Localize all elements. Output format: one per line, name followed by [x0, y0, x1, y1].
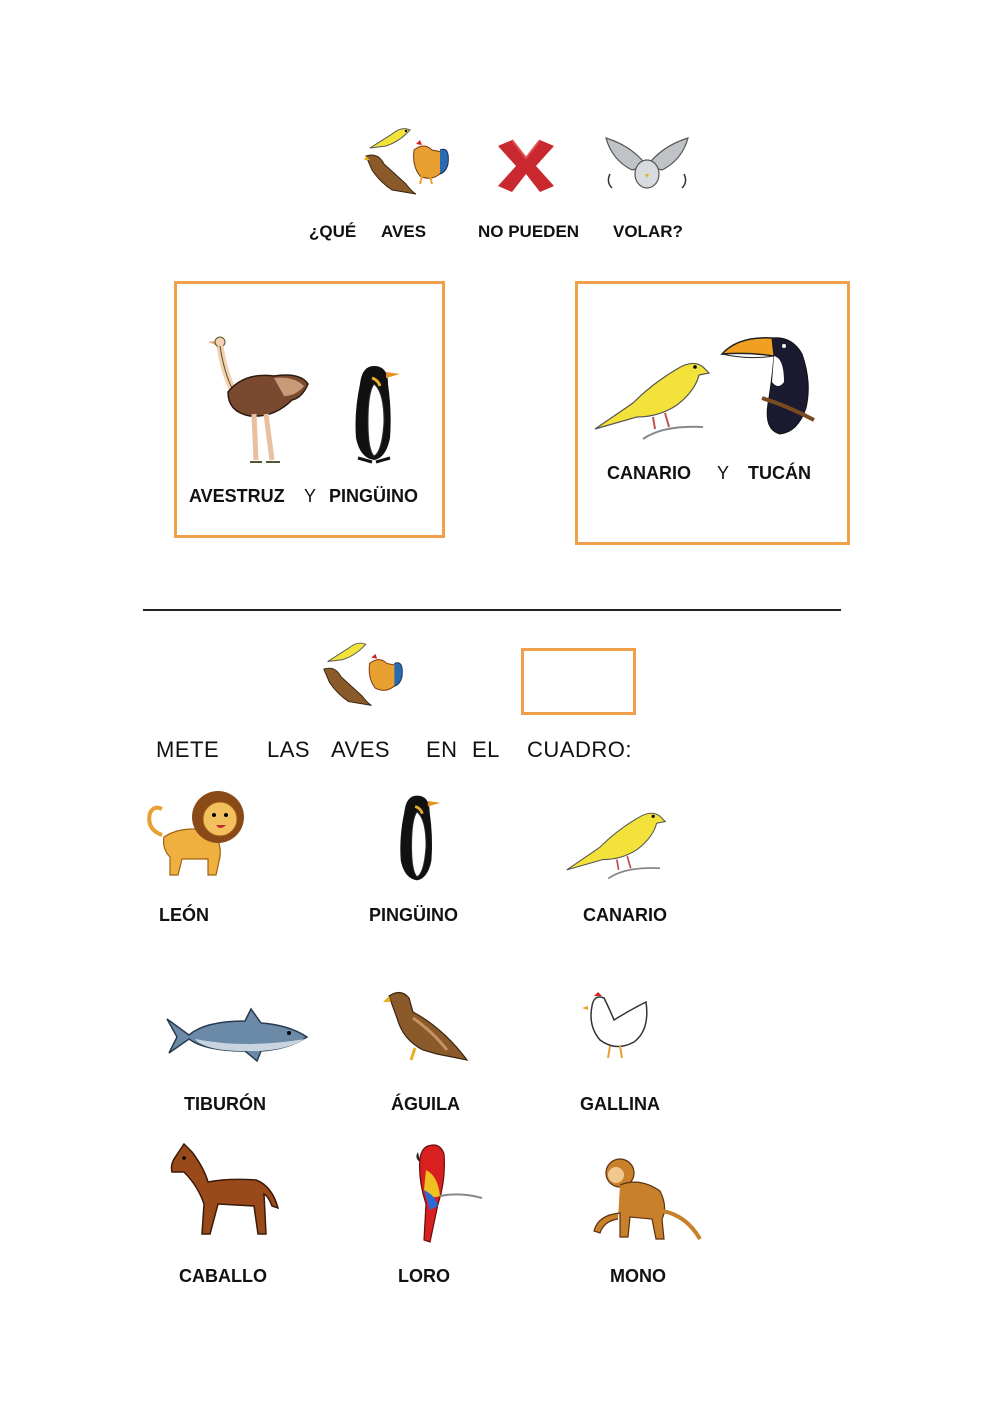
flying-bird-icon: [602, 136, 692, 196]
instruction-word-4: EN: [426, 737, 458, 762]
instruction-word-2: LAS: [267, 737, 311, 762]
instruction-word-3: AVES: [331, 737, 391, 762]
penguin-icon: [348, 362, 400, 464]
animal-label-penguin: PINGÜINO: [369, 905, 459, 925]
lion-icon[interactable]: [142, 785, 246, 879]
animal-label-lion: LEÓN: [159, 905, 210, 925]
ostrich-label: AVESTRUZ: [189, 486, 285, 506]
toucan-icon: [718, 332, 818, 440]
penguin-label: PINGÜINO: [329, 486, 419, 506]
no-cross-icon: [492, 138, 560, 194]
animal-label-parrot: LORO: [398, 1266, 450, 1286]
animal-label-monkey: MONO: [610, 1266, 666, 1286]
eagle-icon[interactable]: [383, 988, 469, 1064]
canary-label: CANARIO: [607, 463, 691, 483]
parrot-icon[interactable]: [410, 1140, 484, 1244]
question-word-4: VOLAR?: [613, 222, 683, 241]
animal-label-canary: CANARIO: [583, 905, 667, 925]
birds-group-small-icon: [320, 632, 402, 712]
instruction-word-1: METE: [156, 737, 220, 762]
penguin-small-icon[interactable]: [393, 792, 441, 884]
animal-label-shark: TIBURÓN: [184, 1094, 266, 1114]
animal-label-eagle: ÁGUILA: [391, 1094, 460, 1114]
instruction-word-5: EL: [472, 737, 500, 762]
section-divider: [143, 609, 841, 611]
horse-icon[interactable]: [168, 1142, 280, 1236]
hen-icon[interactable]: [580, 990, 650, 1062]
question-word-1: ¿QUÉ: [309, 222, 357, 241]
canary-icon: [593, 355, 711, 443]
toucan-label: TUCÁN: [748, 463, 811, 483]
and-label-right: Y: [717, 463, 730, 483]
question-word-2: AVES: [381, 222, 427, 241]
animal-label-horse: CABALLO: [179, 1266, 267, 1286]
birds-group-icon: [362, 120, 448, 198]
ostrich-icon: [204, 332, 312, 466]
answer-box[interactable]: [521, 648, 636, 715]
canary-small-icon[interactable]: [565, 805, 667, 883]
and-label-left: Y: [304, 486, 317, 506]
monkey-icon[interactable]: [590, 1155, 702, 1241]
instruction-word-6: CUADRO:: [527, 737, 632, 762]
shark-icon[interactable]: [165, 1005, 309, 1067]
animal-label-hen: GALLINA: [580, 1094, 660, 1114]
question-word-3: NO PUEDEN: [478, 222, 580, 241]
